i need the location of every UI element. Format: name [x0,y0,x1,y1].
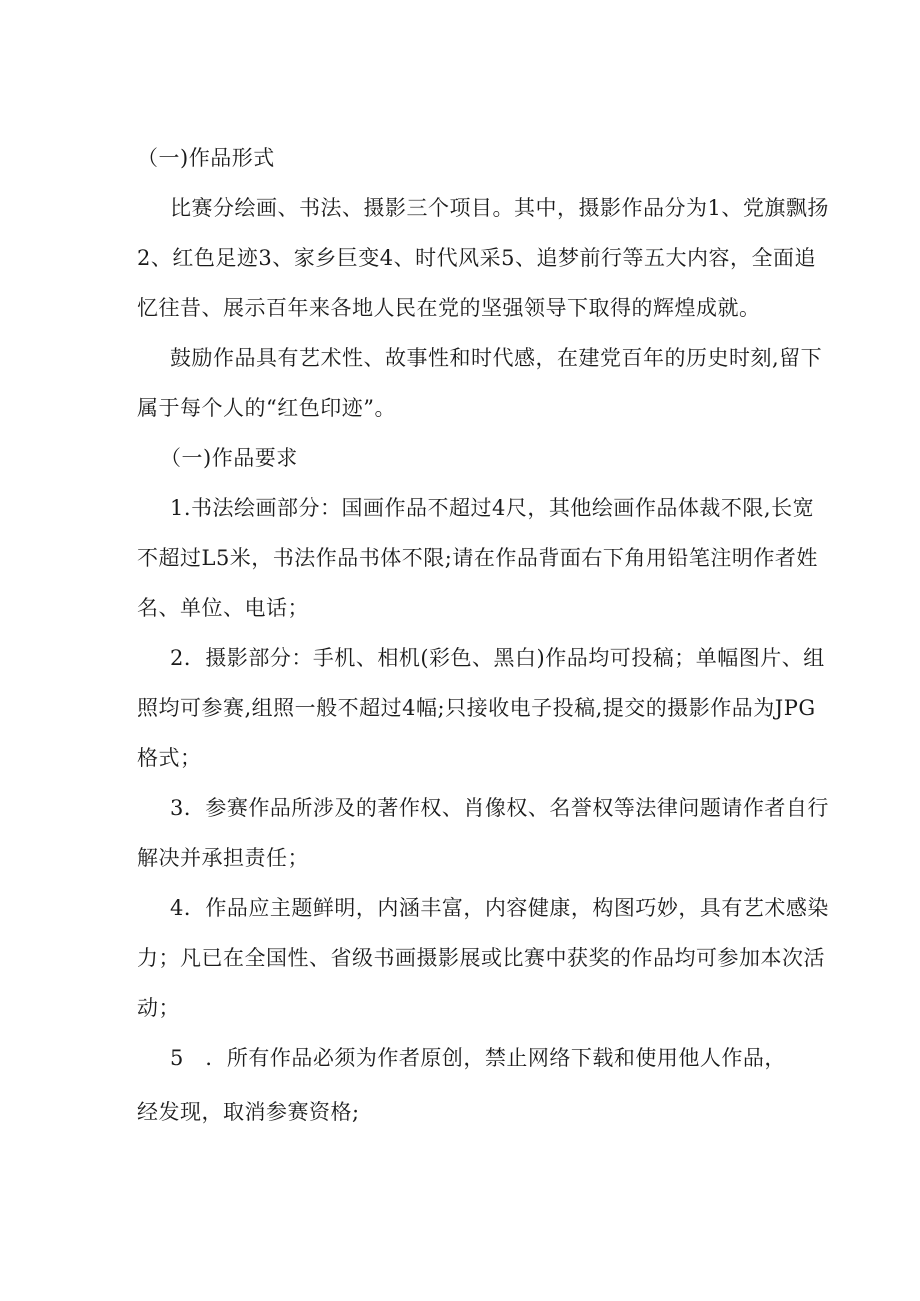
paragraph-line: 不超过L5米，书法作品书体不限;请在作品背面右下角用铅笔注明作者姓 [137,546,818,570]
paragraph-line: 5 ．所有作品必须为作者原创，禁止网络下载和使用他人作品， [170,1046,786,1070]
paragraph-line: 照均可参赛,组照一般不超过4幅;只接收电子投稿,提交的摄影作品为JPG [137,696,816,720]
paragraph-line: 忆往昔、展示百年来各地人民在党的坚强领导下取得的辉煌成就。 [137,296,761,320]
paragraph-line: 3．参赛作品所涉及的著作权、肖像权、名誉权等法律问题请作者自行 [170,796,829,820]
paragraph-line: 动； [137,996,180,1020]
paragraph-line: 力；凡已在全国性、省级书画摄影展或比赛中获奖的作品均可参加本次活 [137,946,825,970]
paragraph-line: 格式； [137,746,202,770]
paragraph-line: 2、红色足迹3、家乡巨变4、时代风采5、追梦前行等五大内容，全面追 [137,246,816,270]
paragraph-line: 4．作品应主题鲜明，内涵丰富，内容健康，构图巧妙，具有艺术感染 [170,896,829,920]
paragraph-line: 属于每个人的“红色印迹”。 [137,396,396,420]
paragraph-line: 鼓励作品具有艺术性、故事性和时代感，在建党百年的历史时刻,留下 [170,346,823,370]
paragraph-line: 2．摄影部分：手机、相机(彩色、黑白)作品均可投稿；单幅图片、组 [170,646,825,670]
section-heading-requirements: （一)作品要求 [160,446,298,470]
paragraph-line: 1.书法绘画部分：国画作品不超过4尺，其他绘画作品体裁不限,长宽 [170,496,815,520]
paragraph-line: 解决并承担责任； [137,846,309,870]
paragraph-line: 比赛分绘画、书法、摄影三个项目。其中，摄影作品分为1、党旗飘扬 [170,196,829,220]
paragraph-line: 名、单位、电话； [137,596,309,620]
paragraph-line: 经发现，取消参赛资格; [137,1100,360,1124]
section-heading-form: （一)作品形式 [137,146,275,170]
